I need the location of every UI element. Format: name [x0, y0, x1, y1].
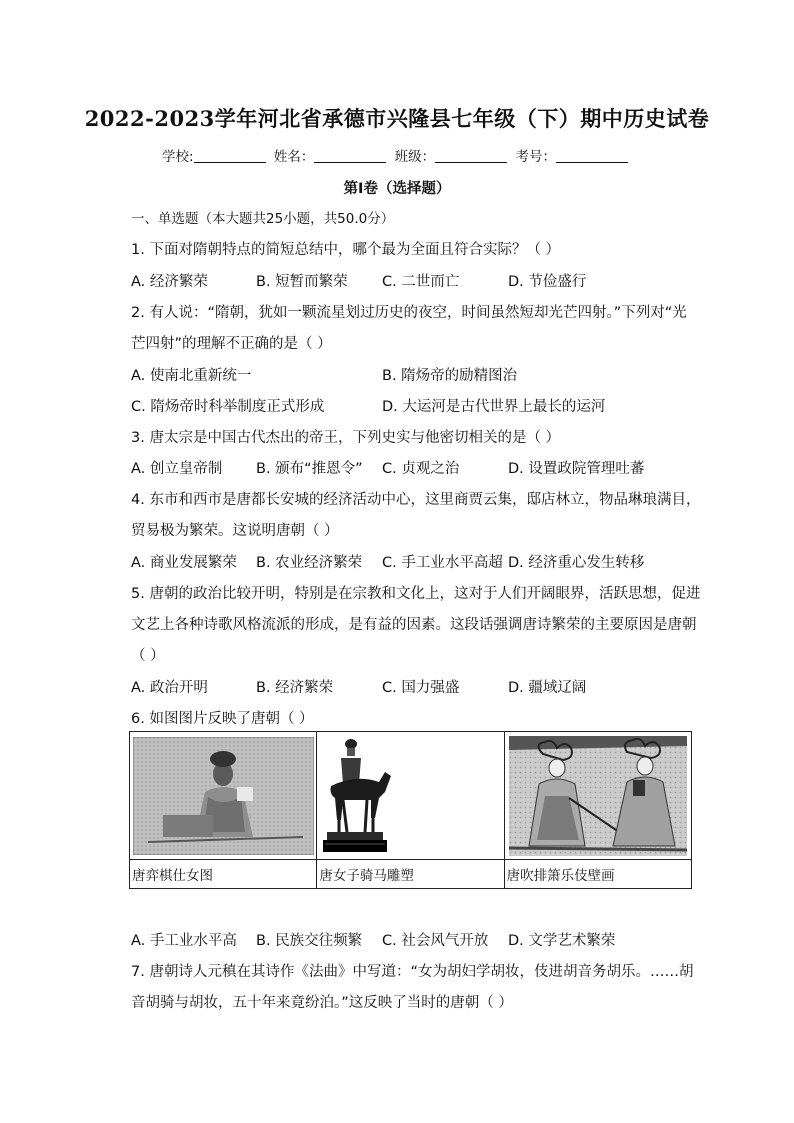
figure-caption-2: 唐女子骑马雕塑 [317, 860, 504, 889]
question-6-stem: 6. 如图图片反映了唐朝（ ） [131, 711, 314, 727]
weiqi-lady-painting-image [133, 737, 314, 855]
question-7-stem-line-2: 音胡骑与胡妆，五十年来竟纷泊。”这反映了当时的唐朝（ ） [131, 995, 513, 1011]
exam-no-blank[interactable] [556, 148, 628, 163]
horse-riding-woman-sculpture-image [321, 736, 393, 856]
figure-cell-3 [504, 732, 691, 860]
option-a[interactable]: A. 创立皇帝制 [131, 461, 223, 477]
part-title: 一、单选题（本大题共25小题，共50.0分） [131, 211, 395, 227]
option-a[interactable]: A. 商业发展繁荣 [131, 555, 237, 571]
option-c[interactable]: C. 贞观之治 [382, 461, 460, 477]
school-label: 学校: [162, 149, 194, 165]
option-d[interactable]: D. 文学艺术繁荣 [508, 933, 616, 949]
panpipe-musician-mural-image [509, 736, 687, 856]
question-1-options [131, 270, 586, 291]
question-3-options [131, 457, 644, 478]
figure-caption-3: 唐吹排箫乐伎壁画 [504, 860, 691, 889]
option-d[interactable]: D. 节俭盛行 [508, 274, 587, 290]
class-label: 班级： [394, 149, 436, 165]
option-d[interactable]: D. 疆域辽阔 [508, 680, 587, 696]
question-2-options-row-2 [131, 395, 605, 416]
option-a[interactable]: A. 政治开明 [131, 680, 208, 696]
exam-no-label: 考号： [515, 149, 556, 165]
option-a[interactable]: A. 手工业水平高 [131, 933, 237, 949]
question-2-options-row-1 [131, 364, 517, 385]
question-5-stem-line-3: （ ） [131, 648, 165, 664]
option-b[interactable]: B. 隋炀帝的励精图治 [382, 368, 518, 384]
option-d[interactable]: D. 大运河是古代世界上最长的运河 [382, 399, 606, 415]
question-5-stem-line-1: 5. 唐朝的政治比较开明，特别是在宗教和文化上，这对于人们开阔眼界，活跃思想，促进 [131, 586, 701, 602]
question-5-stem-line-2: 文艺上各种诗歌风格流派的形成，是有益的因素。这段话强调唐诗繁荣的主要原因是唐朝 [131, 617, 697, 633]
option-d[interactable]: D. 设置政院管理吐蕃 [508, 461, 645, 477]
question-6-figure-table [129, 731, 692, 889]
option-b[interactable]: B. 短暂而繁荣 [256, 274, 348, 290]
page-title: 2022-2023学年河北省承德市兴隆县七年级（下）期中历史试卷 [84, 106, 710, 131]
option-b[interactable]: B. 民族交往频繁 [256, 933, 363, 949]
option-b[interactable]: B. 颁布“推恩令” [256, 461, 363, 477]
question-2-stem-line-2: 芒四射”的理解不正确的是（ ） [131, 336, 332, 352]
section-title: 第Ⅰ卷（选择题） [343, 181, 451, 197]
question-1-stem: 1. 下面对隋朝特点的简短总结中，哪个最为全面且符合实际？（ ） [131, 242, 561, 258]
option-b[interactable]: B. 经济繁荣 [256, 680, 334, 696]
question-4-options [131, 551, 644, 572]
figure-cell-1 [130, 732, 317, 860]
option-c[interactable]: C. 国力强盛 [382, 680, 460, 696]
option-a[interactable]: A. 使南北重新统一 [131, 368, 252, 384]
option-c[interactable]: C. 社会风气开放 [382, 933, 489, 949]
name-blank[interactable] [314, 148, 386, 163]
question-2-stem-line-1: 2. 有人说：“隋朝，犹如一颗流星划过历史的夜空，时间虽然短却光芒四射。”下列对“光 [131, 305, 687, 321]
question-4-stem-line-2: 贸易极为繁荣。这说明唐朝（ ） [131, 523, 339, 539]
student-info-line [0, 145, 794, 165]
option-c[interactable]: C. 二世而亡 [382, 274, 460, 290]
figure-cell-2 [317, 732, 504, 860]
option-c[interactable]: C. 手工业水平高超 [382, 555, 503, 571]
question-4-stem-line-1: 4. 东市和西市是唐都长安城的经济活动中心，这里商贾云集，邸店林立，物品琳琅满目， [131, 492, 701, 508]
option-b[interactable]: B. 农业经济繁荣 [256, 555, 363, 571]
option-c[interactable]: C. 隋炀帝时科举制度正式形成 [131, 399, 325, 415]
school-blank[interactable] [194, 148, 266, 163]
class-blank[interactable] [435, 148, 507, 163]
option-a[interactable]: A. 经济繁荣 [131, 274, 208, 290]
question-6-options [131, 929, 615, 950]
name-label: 姓名： [273, 149, 315, 165]
option-d[interactable]: D. 经济重心发生转移 [508, 555, 645, 571]
question-3-stem: 3. 唐太宗是中国古代杰出的帝王，下列史实与他密切相关的是（ ） [131, 430, 561, 446]
figure-caption-1: 唐弈棋仕女图 [130, 860, 317, 889]
question-5-options [131, 676, 586, 697]
question-7-stem-line-1: 7. 唐朝诗人元稹在其诗作《法曲》中写道：“女为胡妇学胡妆，伎进胡音务胡乐。……胡 [131, 964, 694, 980]
